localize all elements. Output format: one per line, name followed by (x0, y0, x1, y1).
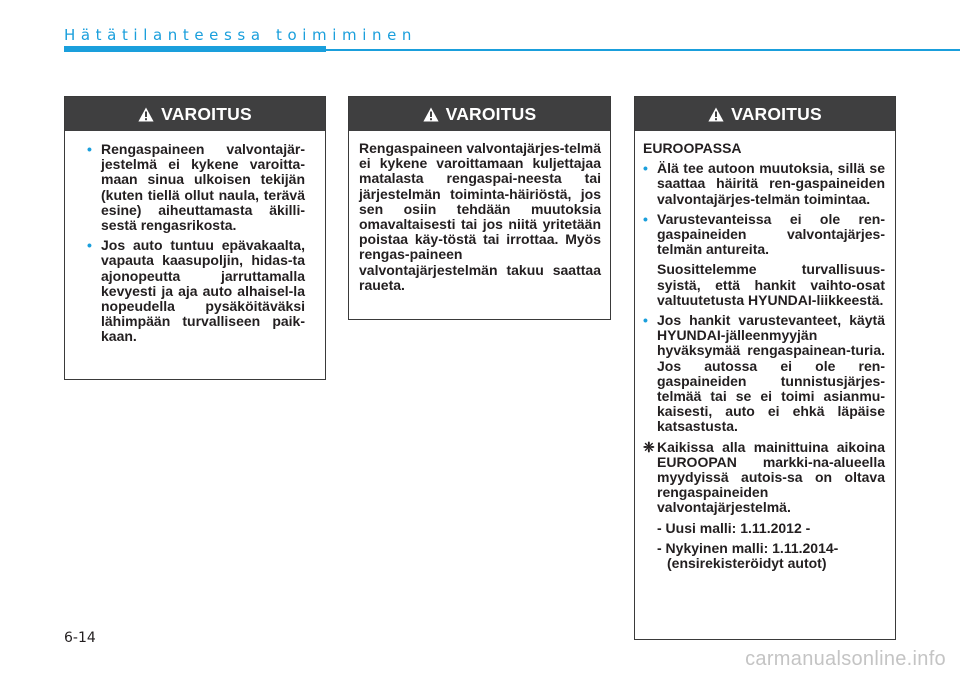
warning-box-header (65, 97, 325, 131)
watermark: carmanualsonline.info (745, 648, 946, 670)
list-item-text: Älä tee autoon muutoksia, sillä se saattaa häiritä ren-gaspaineiden valvontajärjes-telmän toimintaa. (657, 160, 885, 207)
warning-box-3 (634, 96, 896, 640)
warning-heading: VAROITUS (445, 103, 537, 124)
list-item-text: Jos auto tuntuu epävakaalta, vapauta kaasupoljin, hidas-ta ajonopeutta jarruttamalla kevyesti ja aja auto alhaisel-la nopeudella pysäköitäväksi lähimpään turvalliseen paik-kaan. (101, 237, 305, 345)
warning-heading: VAROITUS (161, 103, 252, 124)
list-item (643, 313, 885, 435)
warning-box-1 (64, 96, 326, 380)
warning-triangle-icon (138, 107, 154, 122)
warning-body (65, 131, 325, 360)
warning-box-header (635, 97, 895, 131)
warning-text: Rengaspaineen valvontajärjes-telmä ei kykene varoittamaan kuljettajaa matalasta rengaspai-neesta tai järjestelmän toiminta-häiriöstä, jos sen osiin tehdään muutoksia omavaltaisesti tai jos niitä yritetään poistaa käy-töstä tai irrottaa. Myös rengas-paineen valvontajärjestelmän takuu saattaa raueta. (359, 140, 601, 293)
warning-heading: VAROITUS (731, 103, 822, 124)
list-item (643, 212, 885, 258)
warning-triangle-icon (423, 107, 439, 122)
list-item (643, 161, 885, 207)
warning-triangle-icon (708, 107, 724, 122)
bullet-icon: • (643, 210, 648, 227)
list-item-text: Rengaspaineen valvontajär-jestelmä ei kykene varoitta-maan sinua ulkoisen tekijän (kuten tiellä ollut naula, terävä esine) aiheuttamasta äkilli-sestä rengasrikosta. (101, 141, 305, 234)
list-item-text: Jos hankit varustevanteet, käytä HYUNDAI-jälleenmyyjän hyväksymää rengaspainean-turia. Jos autossa ei ole ren-gaspaineiden tunnistusjärjes-telmää tai se ei toimi asianmu-kaisesti, auto ei ehkä läpäise katsastusta. (657, 312, 885, 435)
bullet-icon: • (643, 312, 648, 329)
new-model-date: - Uusi malli: 1.11.2012 - (657, 519, 811, 536)
note-item (643, 440, 885, 516)
bullet-icon: • (87, 237, 92, 254)
bullet-icon: • (643, 160, 648, 177)
warning-box-2 (348, 96, 611, 320)
header-rule-thin (326, 49, 960, 51)
warning-body (349, 131, 610, 308)
bullet-icon: • (87, 141, 92, 157)
region-label: EUROOPASSA (643, 140, 742, 156)
page-number: 6-14 (64, 630, 96, 646)
list-item-note: Suosittelemme turvallisuus-syistä, että hankit vaihto-osat valtuutetusta HYUNDAI-liikkeestä. (657, 261, 885, 308)
note-symbol-icon: ❈ (643, 438, 655, 455)
list-item (87, 238, 305, 344)
warning-body (635, 131, 895, 586)
header-rule-thick (64, 46, 326, 52)
section-title: Hätätilanteessa toimiminen (64, 26, 418, 44)
note-text: Kaikissa alla mainittuina aikoina EUROOPAN markki-na-alueella myydyissä autois-sa on oltava rengaspaineiden valvontajärjestelmä. (657, 438, 885, 516)
list-item (87, 142, 305, 233)
list-item-text: Varustevanteissa ei ole ren-gaspaineiden valvontajärjes-telmän antureita. (657, 210, 885, 258)
warning-box-header (349, 97, 610, 131)
current-model-date: - Nykyinen malli: 1.11.2014- (ensirekisteröidyt autot) (657, 539, 839, 572)
